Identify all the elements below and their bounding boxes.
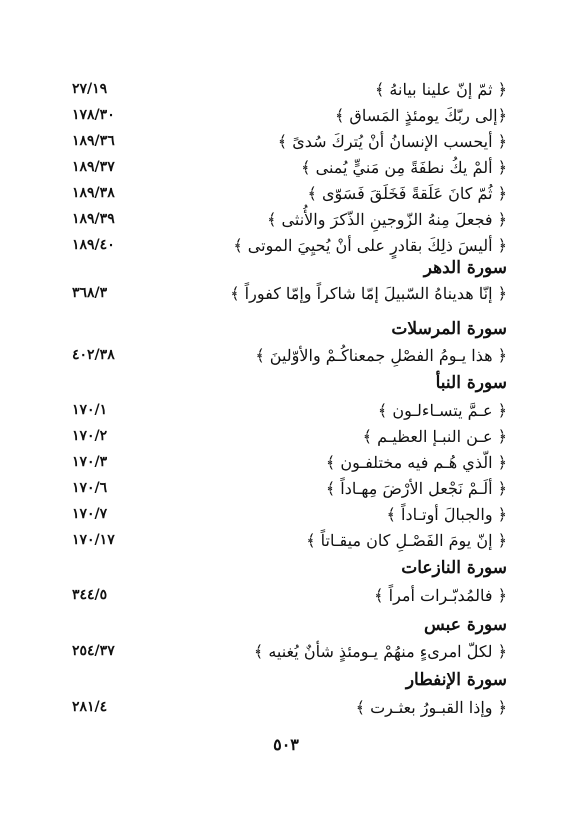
- verse-text: ﴿ ثمّ إنّ علينا بيانهُ ﴾: [374, 79, 507, 99]
- verse-text: ﴿ عـن النبـإ العظيـم ﴾: [362, 426, 507, 446]
- verse-reference: ١٧٠/١: [72, 402, 108, 418]
- verse-text: ﴿ ألَـمْ نَجْعل الأرْضَ مِهـاداً ﴾: [325, 478, 507, 498]
- surah-heading: سورة النبأ: [435, 373, 507, 393]
- verse-reference: ٢٥٤/٣٧: [72, 643, 115, 659]
- verse-text: ﴿ أيحسب الإنسانُ أنْ يُتركَ سُدىً ﴾: [277, 131, 507, 151]
- index-entry: [72, 280, 507, 306]
- index-entry: [72, 180, 507, 206]
- index-entry: [72, 694, 507, 720]
- verse-reference: ١٧٠/٧: [72, 506, 108, 522]
- verse-reference: ١٧٠/٢: [72, 428, 108, 444]
- verse-text: ﴿ إنّ يومَ الفَصْـلِ كان ميقـاتاً ﴾: [306, 530, 507, 550]
- verse-text: ﴿ عـمَّ يتسـاءلـون ﴾: [377, 400, 507, 420]
- verse-reference: ١٨٩/٣٩: [72, 211, 115, 227]
- verse-reference: ٣٦٨/٣: [72, 285, 108, 301]
- verse-text: ﴿ فجعلَ مِنهُ الزّوجينِ الذّكرَ والأُنثى ﴾: [267, 209, 507, 229]
- verse-text: ﴿ وإذا القبـورُ بعثـرت ﴾: [355, 697, 507, 717]
- index-entry: [72, 128, 507, 154]
- verse-text: ﴿ ألمْ يكُ نطفَةً مِن مَنيٍّ يُمنى ﴾: [301, 157, 507, 177]
- verse-reference: ١٧٠/٦: [72, 480, 108, 496]
- page-number: ٥٠٣: [273, 735, 299, 754]
- index-entry: [72, 582, 507, 608]
- surah-heading: سورة الإنفطار: [405, 670, 507, 690]
- verse-text: ﴿ والجبالَ أوتـاداً ﴾: [386, 504, 507, 524]
- verse-text: ﴿إلى ربّكَ يومئذٍ المَساق ﴾: [334, 105, 507, 125]
- verse-reference: ١٨٩/٣٧: [72, 159, 115, 175]
- index-entry: [72, 342, 507, 368]
- index-entry: [72, 397, 507, 423]
- verse-text: ﴿ لكلّ امرىءٍ منهُمْ يـومئذٍ شأنٌ يُغنيه ﴾: [253, 641, 507, 661]
- index-entry: [72, 475, 507, 501]
- verse-reference: ٤٠٢/٣٨: [72, 347, 115, 363]
- verse-reference: ١٨٩/٣٦: [72, 133, 115, 149]
- index-entry: [72, 527, 507, 553]
- verse-reference: ٢٨١/٤: [72, 699, 108, 715]
- verse-text: ﴿ أليسَ ذلِكَ بقادرٍ على أنْ يُحيِيَ الموتى ﴾: [233, 235, 507, 255]
- index-entry: [72, 423, 507, 449]
- verse-text: ﴿ ثُمّ كانَ عَلَقةً فَخَلَقَ فَسَوّى ﴾: [307, 183, 507, 203]
- verse-text: ﴿ فالمُدبّـرات أمراً ﴾: [374, 585, 507, 605]
- index-entry: [72, 206, 507, 232]
- index-entry: [72, 76, 507, 102]
- index-entry: [72, 638, 507, 664]
- verse-reference: ٣٤٤/٥: [72, 587, 108, 603]
- verse-reference: ٢٧/١٩: [72, 81, 108, 97]
- index-entry: [72, 501, 507, 527]
- index-entry: [72, 102, 507, 128]
- verse-reference: ١٨٩/٣٨: [72, 185, 115, 201]
- verse-reference: ١٧٠/٣: [72, 454, 108, 470]
- index-entry: [72, 449, 507, 475]
- surah-heading: سورة عبس: [423, 615, 507, 635]
- index-entry: [72, 154, 507, 180]
- surah-heading: سورة الدهر: [423, 258, 507, 278]
- verse-reference: ١٧٠/١٧: [72, 532, 115, 548]
- surah-heading: سورة المرسلات: [391, 319, 507, 339]
- verse-reference: ١٨٩/٤٠: [72, 237, 115, 253]
- verse-reference: ١٧٨/٣٠: [72, 107, 115, 123]
- verse-text: ﴿ هذا يـومُ الفصْلِ جمعناكُـمْ والأوّلينَ ﴾: [255, 345, 507, 365]
- verse-text: ﴿ إنّا هديناهُ السّبيلَ إمّا شاكراً وإمّا كفوراً ﴾: [230, 283, 507, 303]
- verse-text: ﴿ الّذي هُـم فيه مختلفـون ﴾: [325, 452, 507, 472]
- surah-heading: سورة النازعات: [401, 558, 507, 578]
